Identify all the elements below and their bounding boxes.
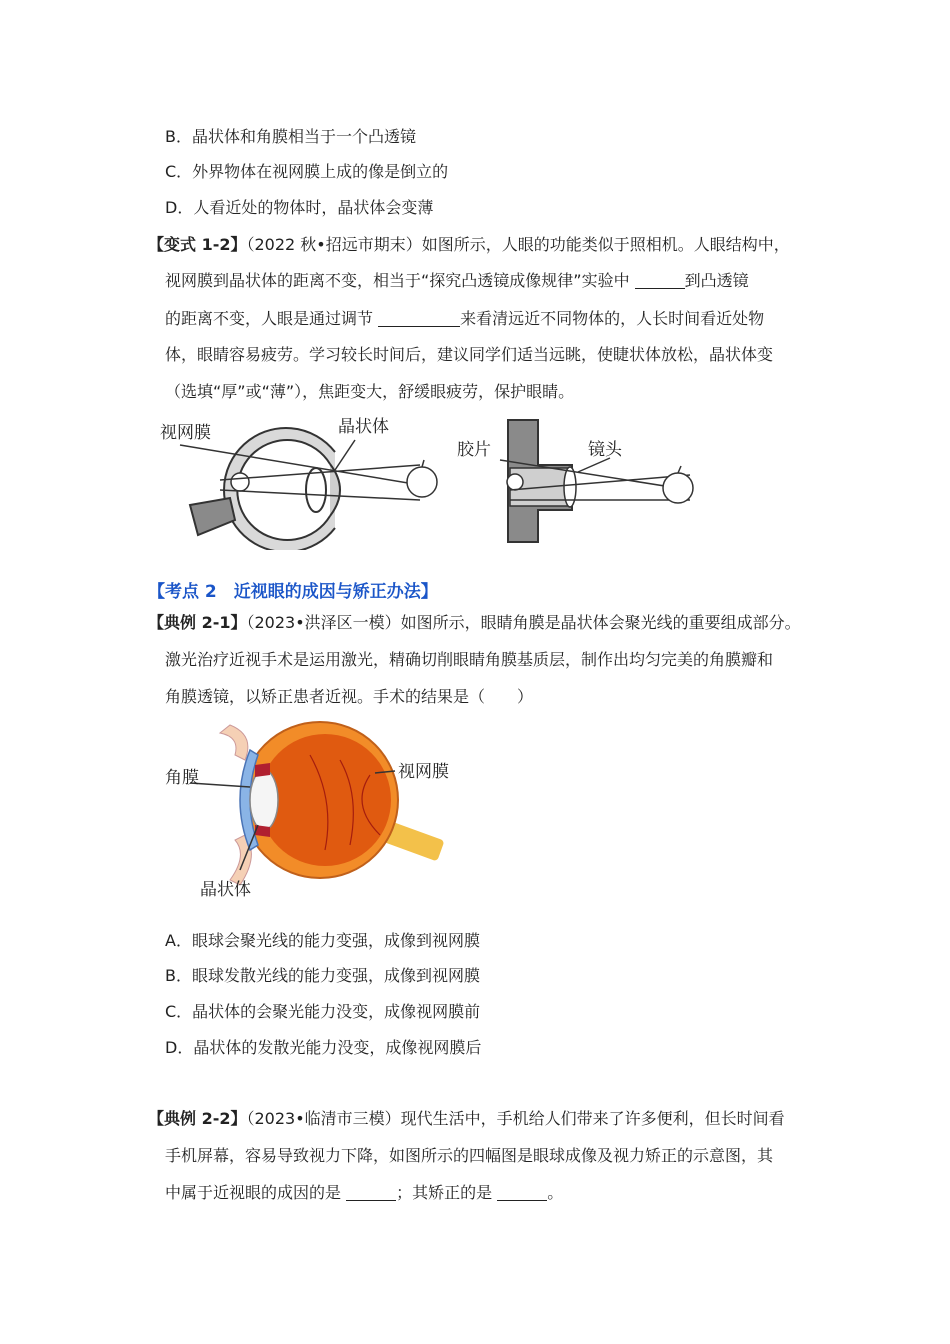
example-2-1-line-3: 角膜透镜，以矫正患者近视。手术的结果是（ ） xyxy=(165,687,534,706)
option-d: D．人看近处的物体时，晶状体会变薄 xyxy=(165,198,434,217)
eyeball-diagram xyxy=(160,715,460,905)
option-b: B．眼球发散光线的能力变强，成像到视网膜 xyxy=(165,966,480,985)
eye-cross-section xyxy=(180,428,437,550)
example-2-2-line-2: 手机屏幕，容易导致视力下降，如图所示的四幅图是眼球成像及视力矫正的示意图，其 xyxy=(165,1146,774,1165)
label-retina: 视网膜 xyxy=(160,423,211,443)
label-lens: 晶状体 xyxy=(338,417,389,437)
label-camera-lens: 镜头 xyxy=(588,440,622,460)
option-c: C．外界物体在视网膜上成的像是倒立的 xyxy=(165,162,449,181)
answer-blank[interactable] xyxy=(635,272,685,289)
camera-body xyxy=(500,420,693,542)
option-a: A．眼球会聚光线的能力变强，成像到视网膜 xyxy=(165,931,480,950)
example-tag: 【典例 2-1】 xyxy=(148,613,247,632)
option-c: C．晶状体的会聚光能力没变，成像视网膜前 xyxy=(165,1002,481,1021)
label-cornea: 角膜 xyxy=(165,768,199,788)
section-title: 【考点 2 近视眼的成因与矫正办法】 xyxy=(148,582,438,602)
answer-blank[interactable] xyxy=(346,1184,396,1201)
variant-1-2-line-3: 的距离不变，人眼是通过调节 来看清远近不同物体的，人长时间看近处物 xyxy=(165,309,765,328)
variant-1-2-line-4: 体，眼睛容易疲劳。学习较长时间后，建议同学们适当远眺，使睫状体放松，晶状体变 xyxy=(165,345,774,364)
example-2-1-line-1: 【典例 2-1】（2023•洪泽区一模）如图所示，眼睛角膜是晶状体会聚光线的重要组成部分。 xyxy=(148,613,801,632)
example-2-1-line-2: 激光治疗近视手术是运用激光，精确切削眼睛角膜基质层，制作出均匀完美的角膜瓣和 xyxy=(165,650,774,669)
answer-blank[interactable] xyxy=(378,310,460,327)
example-tag: 【典例 2-2】 xyxy=(148,1109,247,1128)
variant-1-2-line-1: 【变式 1-2】（2022 秋•招远市期末）如图所示，人眼的功能类似于照相机。人眼结构中， xyxy=(148,235,790,254)
label-lens-2: 晶状体 xyxy=(200,880,251,900)
label-retina-2: 视网膜 xyxy=(398,762,449,782)
option-d: D．晶状体的发散光能力没变，成像视网膜后 xyxy=(165,1038,482,1057)
variant-1-2-line-5: （选填“厚”或“薄”），焦距变大，舒缓眼疲劳，保护眼睛。 xyxy=(165,382,575,401)
variant-1-2-line-2: 视网膜到晶状体的距离不变，相当于“探究凸透镜成像规律”实验中 到凸透镜 xyxy=(165,271,749,290)
option-b: B．晶状体和角膜相当于一个凸透镜 xyxy=(165,127,416,146)
answer-blank[interactable] xyxy=(497,1184,547,1201)
example-2-2-line-1: 【典例 2-2】（2023•临清市三模）现代生活中，手机给人们带来了许多便利，但长时间看 xyxy=(148,1109,785,1128)
eye-camera-diagram xyxy=(160,410,710,550)
variant-tag: 【变式 1-2】 xyxy=(148,235,247,254)
example-2-2-line-3: 中属于近视眼的成因的是 ；其矫正的是 。 xyxy=(165,1183,564,1202)
label-film: 胶片 xyxy=(457,440,491,460)
